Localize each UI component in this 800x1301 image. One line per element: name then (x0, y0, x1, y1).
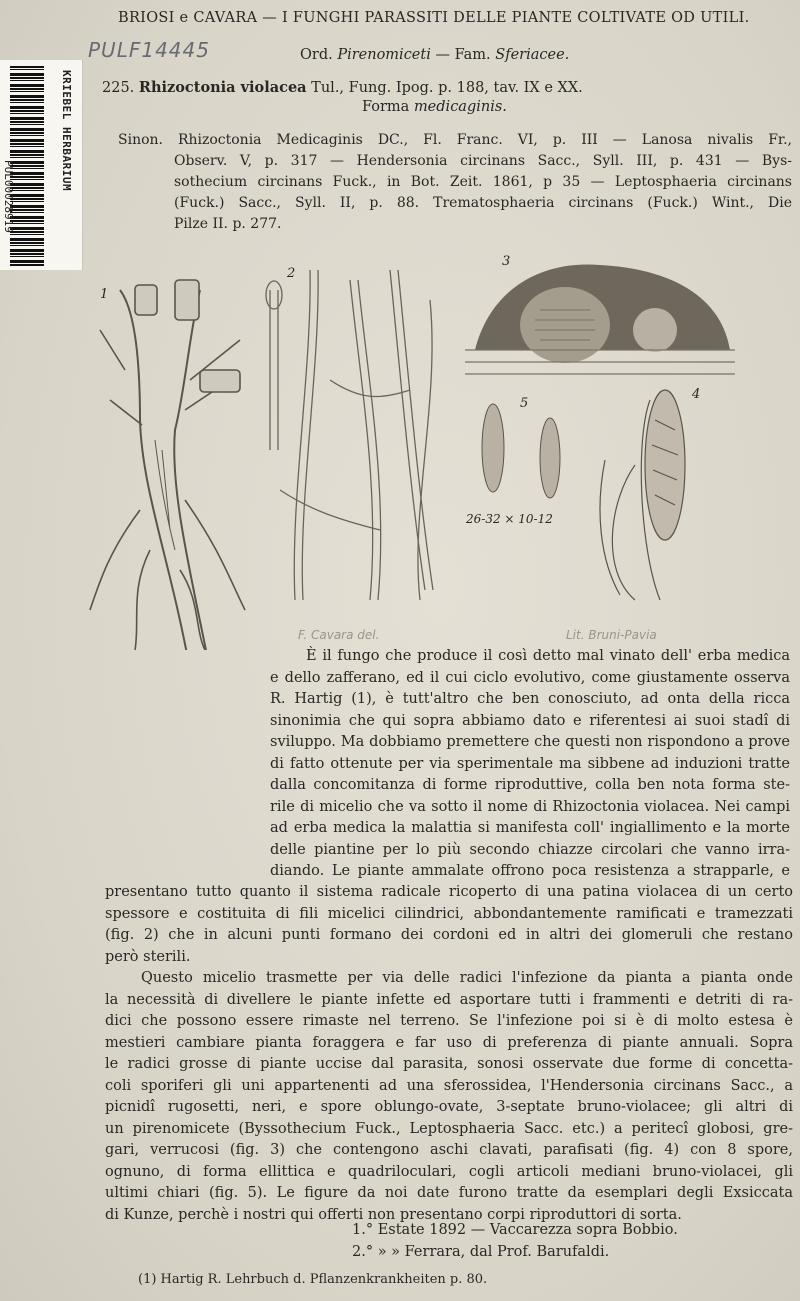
text-line: dalla concomitanza di forme riproduttive, colla ben nota forma ste- (270, 777, 790, 793)
figure-1-root-drawing (90, 280, 245, 650)
footnote: (1) Hartig R. Lehrbuch d. Pflanzenkrankheiten p. 80. (138, 1272, 488, 1287)
figure-2-hyphae-drawing (266, 270, 433, 600)
herbarium-name: KRIEBEL HERBARIUM (60, 70, 73, 192)
illustration-plate (80, 250, 760, 650)
text-line: rile di micelio che va sotto il nome di Rhizoctonia violacea. Nei campi (270, 798, 790, 815)
text-line: dici che possono essere rimaste nel terreno. Se l'infezione poi si è di molto estesa è (105, 1013, 793, 1029)
header-authors: BRIOSI e CAVARA (118, 10, 258, 26)
spore-dimensions: 26-32 × 10-12 (466, 512, 553, 526)
text-line: la necessità di divellere le piante infette ed asportare tutti i frammenti e detriti di ra- (105, 991, 793, 1008)
text-line: sviluppo. Ma dobbiamo premettere che questi non rispondono a prove (270, 734, 790, 750)
text-line: le radici grosse di piante uccise dal parasita, sonosi osservate due forme di concetta- (105, 1056, 793, 1072)
text-line: di Kunze, perchè i nostri qui offerti non presentano corpi riproduttori di sorta. (105, 1206, 682, 1223)
credit-drawer: F. Cavara del. (298, 628, 380, 642)
text-line: spessore e costituita di fili micelici cilindrici, abbondantemente ramificati e tramezzati (105, 905, 793, 922)
ord-name: Pirenomiceti (337, 47, 431, 63)
figure-4-ascus-drawing (600, 390, 685, 600)
text-line: un pirenomicete (Byssothecium Fuck., Leptosphaeria Sacc. etc.) a peritecî globosi, gre- (105, 1120, 793, 1137)
text-line: È il fungo che produce il così detto mal vinato dell' erba medica (306, 648, 790, 664)
synonym-line: Sinon. Rhizoctonia Medicaginis DC., Fl. Franc. VI, p. III — Lanosa nivalis Fr., (118, 132, 792, 148)
body-text-wide-1 (105, 882, 793, 968)
text-line: R. Hartig (1), è tutt'altro che ben conosciuto, ad onta della ricca (270, 691, 790, 707)
synonym-line: Observ. V, p. 317 — Hendersonia circinans Sacc., Syll. III, p. 431 — Bys- (174, 153, 792, 169)
forma-label: Forma (362, 99, 410, 115)
figure-label-3: 3 (502, 254, 511, 269)
text-line: delle piantine per lo più secondo chiazze circolari che vanno irra- (270, 841, 790, 858)
forma-line (362, 99, 507, 115)
synonym-line: (Fuck.) Sacc., Syll. II, p. 88. Trematosphaeria circinans (Fuck.) Wint., Die (174, 195, 792, 211)
station-2 (352, 1244, 609, 1260)
species-name: Rhizoctonia violacea (138, 79, 307, 96)
ord-label: Ord. (300, 47, 333, 63)
text-line: mestieri cambiare pianta foraggera e far uso di preferenza di piante annuali. Sopra (105, 1034, 793, 1051)
running-header (118, 10, 750, 26)
station-number: 1.° (352, 1222, 374, 1238)
figure-label-2: 2 (287, 266, 296, 281)
barcode (10, 66, 44, 266)
station-text: Estate 1892 — Vaccarezza sopra Bobbio. (377, 1222, 678, 1238)
text-line: ognuno, di forma ellittica e quadriloculari, cogli articoli mediani bruno-violacei, gli (105, 1163, 793, 1180)
text-line: ad erba medica la malattia si manifesta coll' ingiallimento e la morte (270, 820, 790, 836)
body-text-narrow (270, 646, 790, 883)
figure-label-4: 4 (692, 387, 701, 402)
fam-name: Sferiacee. (495, 47, 570, 63)
figure-label-5: 5 (520, 396, 529, 411)
station-1 (352, 1222, 678, 1238)
text-line: diando. Le piante ammalate offrono poca resistenza a strapparle, e (270, 863, 790, 879)
text-line: coli sporiferi gli uni appartenenti ad una sferossidea, l'Hendersonia circinans Sacc., a (105, 1077, 793, 1094)
text-line: però sterili. (105, 948, 191, 965)
fam-label: — Fam. (435, 47, 491, 63)
text-line: picnidî rugosetti, neri, e spore oblungo-ovate, 3-septate bruno-violacee; gli altri di (105, 1099, 793, 1115)
herbarium-label (0, 60, 83, 270)
species-line (102, 79, 583, 96)
classification-line (300, 47, 569, 63)
species-number: 225. (102, 80, 135, 96)
herbarium-code: PUL00028919 (2, 160, 15, 233)
figure-3-perithecium-drawing (465, 264, 735, 374)
header-series: — I FUNGHI PARASSITI DELLE PIANTE COLTIVATE OD UTILI. (262, 10, 750, 26)
text-line: gari, verrucosi (fig. 3) che contengono aschi clavati, parafisati (fig. 4) con 8 spore, (105, 1142, 793, 1158)
text-line: (fig. 2) che in alcuni punti formano dei cordoni ed in altri dei glomeruli che restano (105, 927, 793, 943)
body-text-wide-2 (105, 968, 793, 1226)
figure-5-spores-drawing (482, 404, 560, 498)
text-line: Questo micelio trasmette per via delle radici l'infezione da pianta a pianta onde (141, 970, 793, 986)
text-line: e dello zafferano, ed il cui ciclo evolutivo, come giustamente osserva (270, 669, 790, 686)
handwritten-number: PULF14445 (88, 38, 210, 62)
species-citation: Tul., Fung. Ipog. p. 188, tav. IX e XX. (311, 80, 583, 96)
text-line: sinonimia che qui sopra abbiamo dato e riferentesi ai suoi stadî di (270, 712, 790, 729)
synonym-line: Pilze II. p. 277. (174, 216, 282, 232)
text-line: presentano tutto quanto il sistema radicale ricoperto di una patina violacea di un certo (105, 884, 793, 900)
station-number: 2.° (352, 1244, 374, 1260)
synonym-line: sothecium circinans Fuck., in Bot. Zeit. 1861, p 35 — Leptosphaeria circinans (174, 174, 792, 190)
text-line: di fatto ottenute per via sperimentale ma sibbene ad induzioni tratte (270, 755, 790, 772)
station-text: » » Ferrara, dal Prof. Barufaldi. (377, 1244, 610, 1260)
text-line: ultimi chiari (fig. 5). Le figure da noi date furono tratte da esemplari degli Exsiccata (105, 1185, 793, 1201)
figure-label-1: 1 (100, 287, 109, 302)
credit-lithographer: Lit. Bruni-Pavia (566, 628, 657, 642)
synonyms-block (118, 130, 792, 235)
forma-name: medicaginis. (413, 99, 507, 115)
